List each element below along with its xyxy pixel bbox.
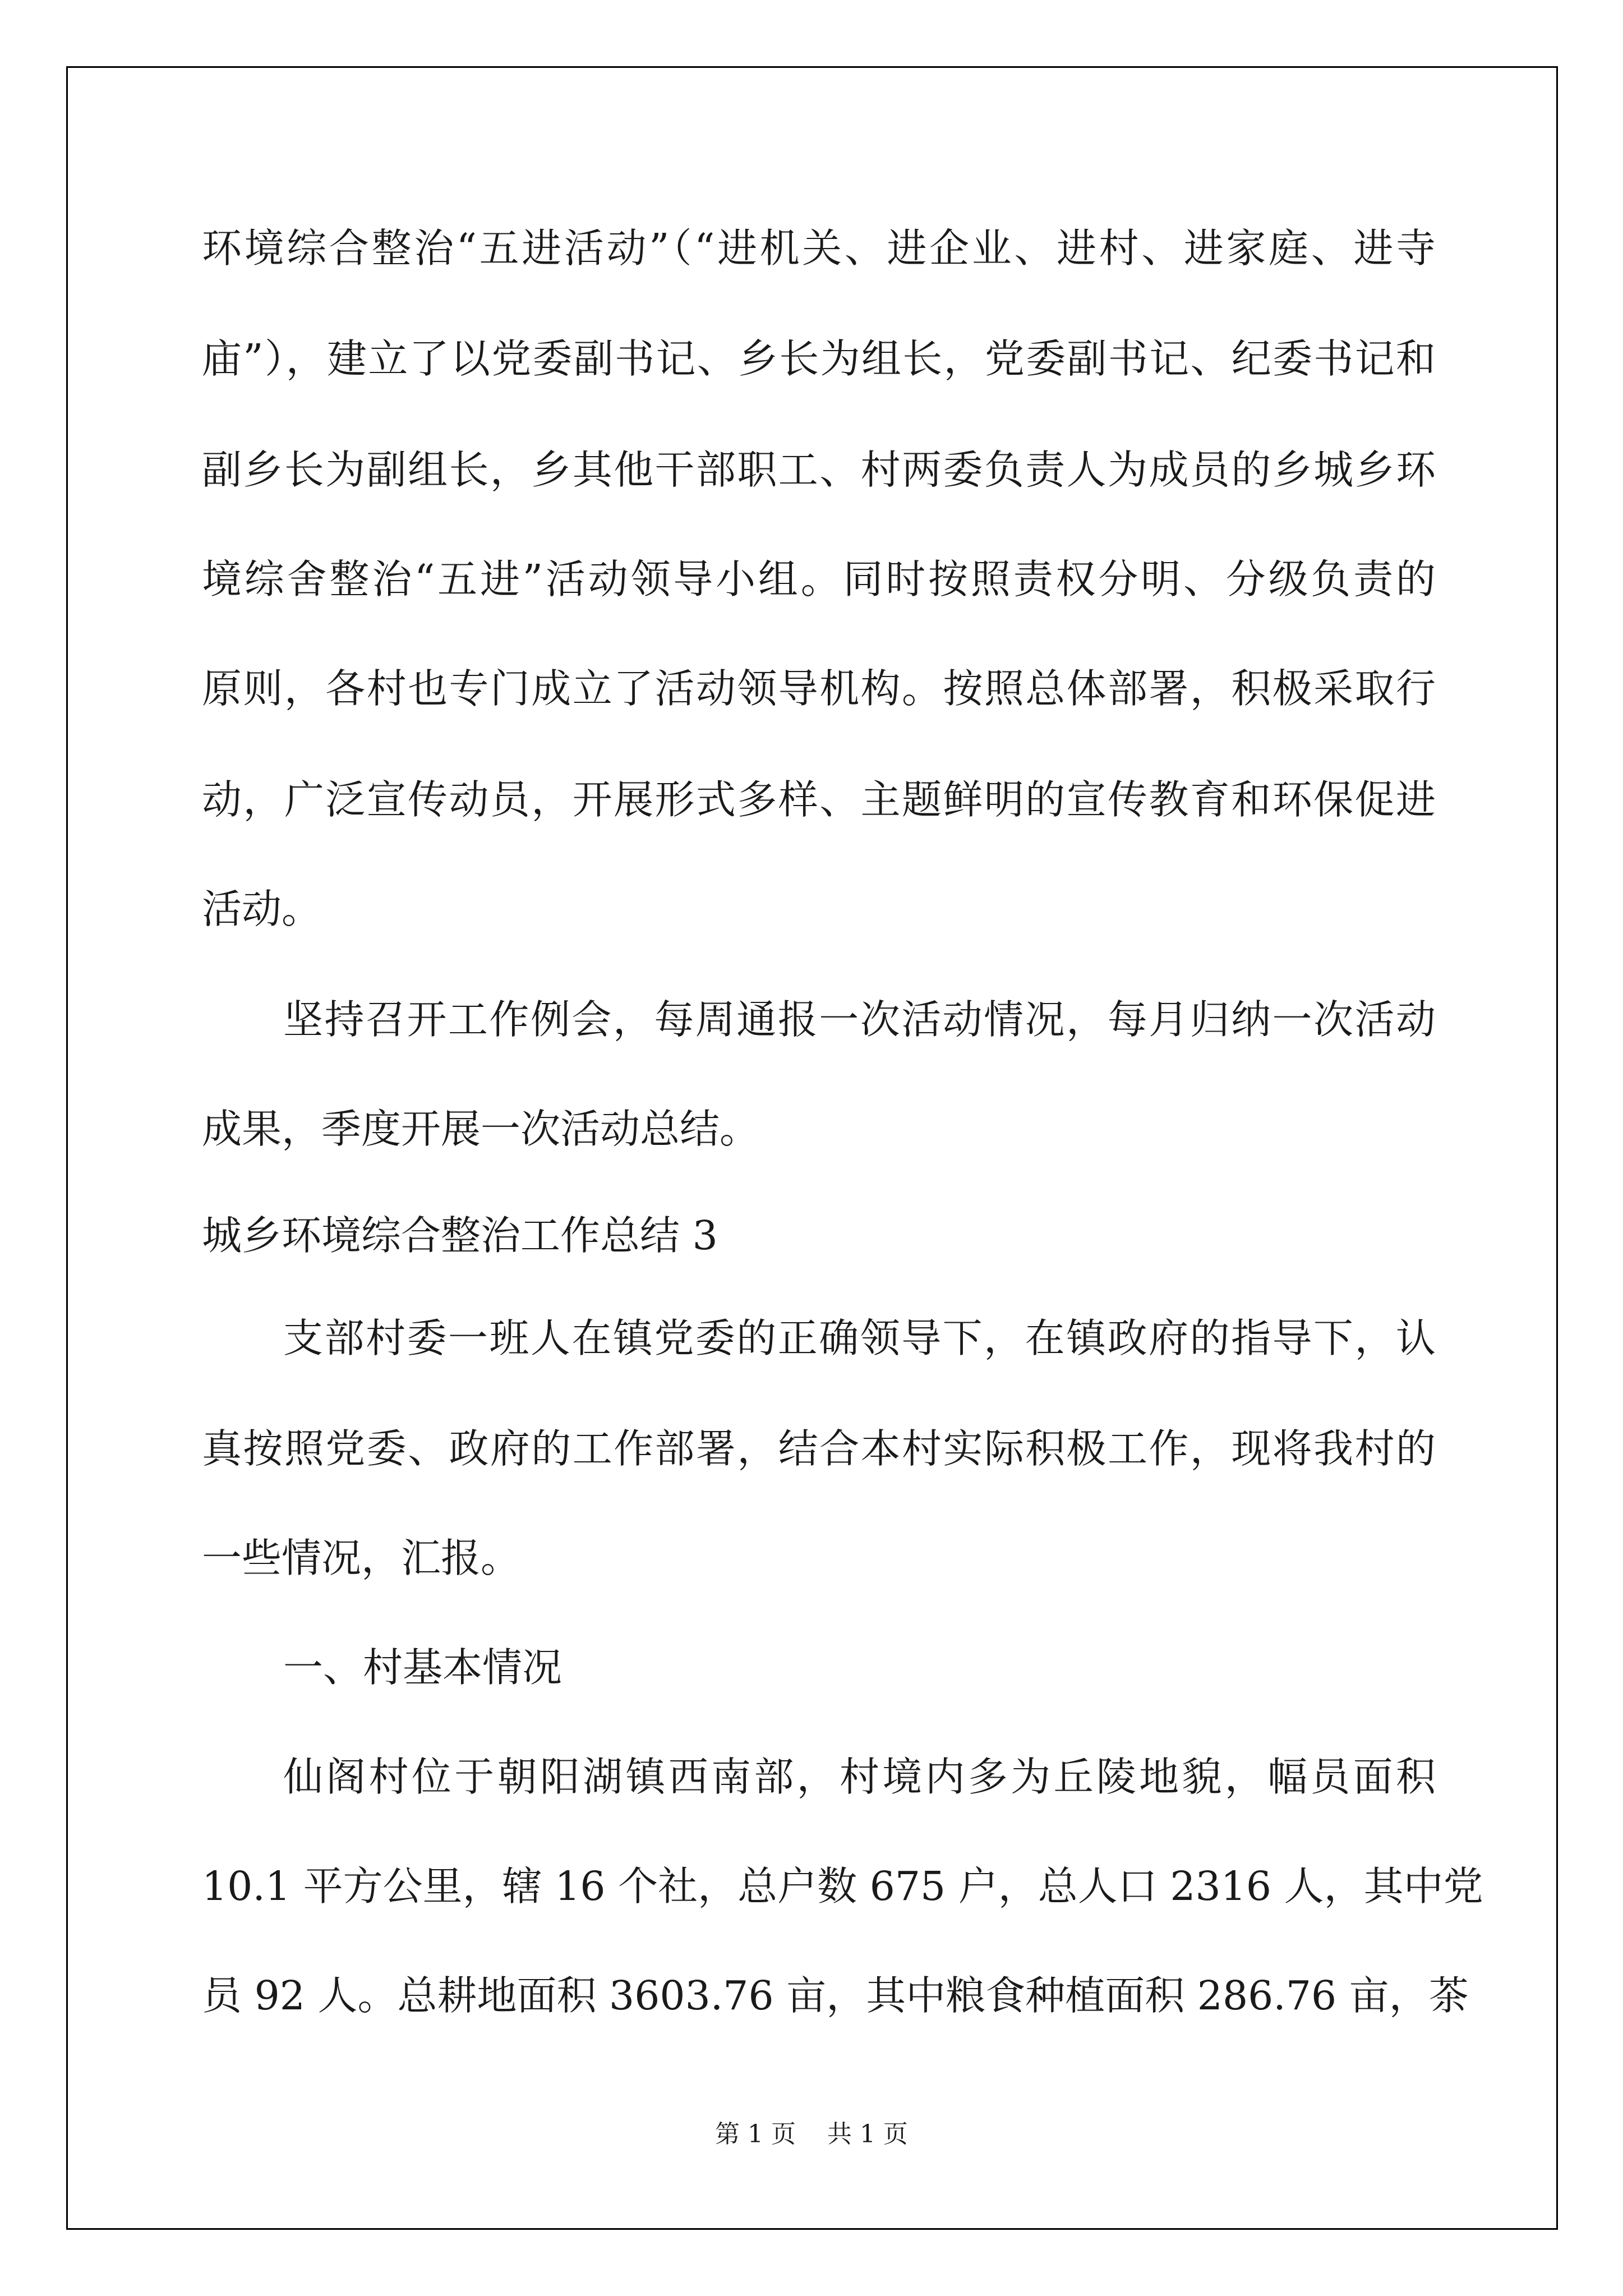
body-line: 成果，季度开展一次活动总结。: [202, 1106, 760, 1152]
body-line: 真按照党委、政府的工作部署，结合本村实际积极工作，现将我村的: [202, 1425, 1436, 1472]
body-line: 动，广泛宣传动员，开展形式多样、主题鲜明的宣传教育和环保促进: [202, 776, 1436, 823]
body-line: 庙”），建立了以党委副书记、乡长为组长，党委副书记、纪委书记和: [202, 335, 1436, 382]
paragraph-first-line: 坚持召开工作例会，每周通报一次活动情况，每月归纳一次活动: [283, 996, 1436, 1043]
section-heading: 城乡环境综合整治工作总结 3: [202, 1212, 718, 1259]
body-line: 一些情况，汇报。: [202, 1535, 521, 1581]
page-footer: 第 1 页 共 1 页: [715, 2120, 908, 2148]
body-line: 活动。: [202, 886, 322, 932]
paragraph-first-line: 支部村委一班人在镇党委的正确领导下，在镇政府的指导下，认: [283, 1315, 1436, 1361]
body-line: 环境综合整治“五进活动”（“进机关、进企业、进村、进家庭、进寺: [202, 225, 1436, 272]
subheading: 一、村基本情况: [283, 1644, 562, 1691]
body-line: 员 92 人。总耕地面积 3603.76 亩，其中粮食种植面积 286.76 亩，茶: [202, 1972, 1469, 2019]
body-line: 原则，各村也专门成立了活动领导机构。按照总体部署，积极采取行: [202, 665, 1436, 712]
body-line: 境综舍整治“五进”活动领导小组。同时按照责权分明、分级负责的: [202, 556, 1436, 602]
paragraph-first-line: 仙阁村位于朝阳湖镇西南部，村境内多为丘陵地貌，幅员面积: [283, 1754, 1436, 1800]
body-line: 副乡长为副组长，乡其他干部职工、村两委负责人为成员的乡城乡环: [202, 447, 1436, 493]
body-line: 10.1 平方公里，辖 16 个社，总户数 675 户，总人口 2316 人，其中党: [202, 1863, 1483, 1910]
